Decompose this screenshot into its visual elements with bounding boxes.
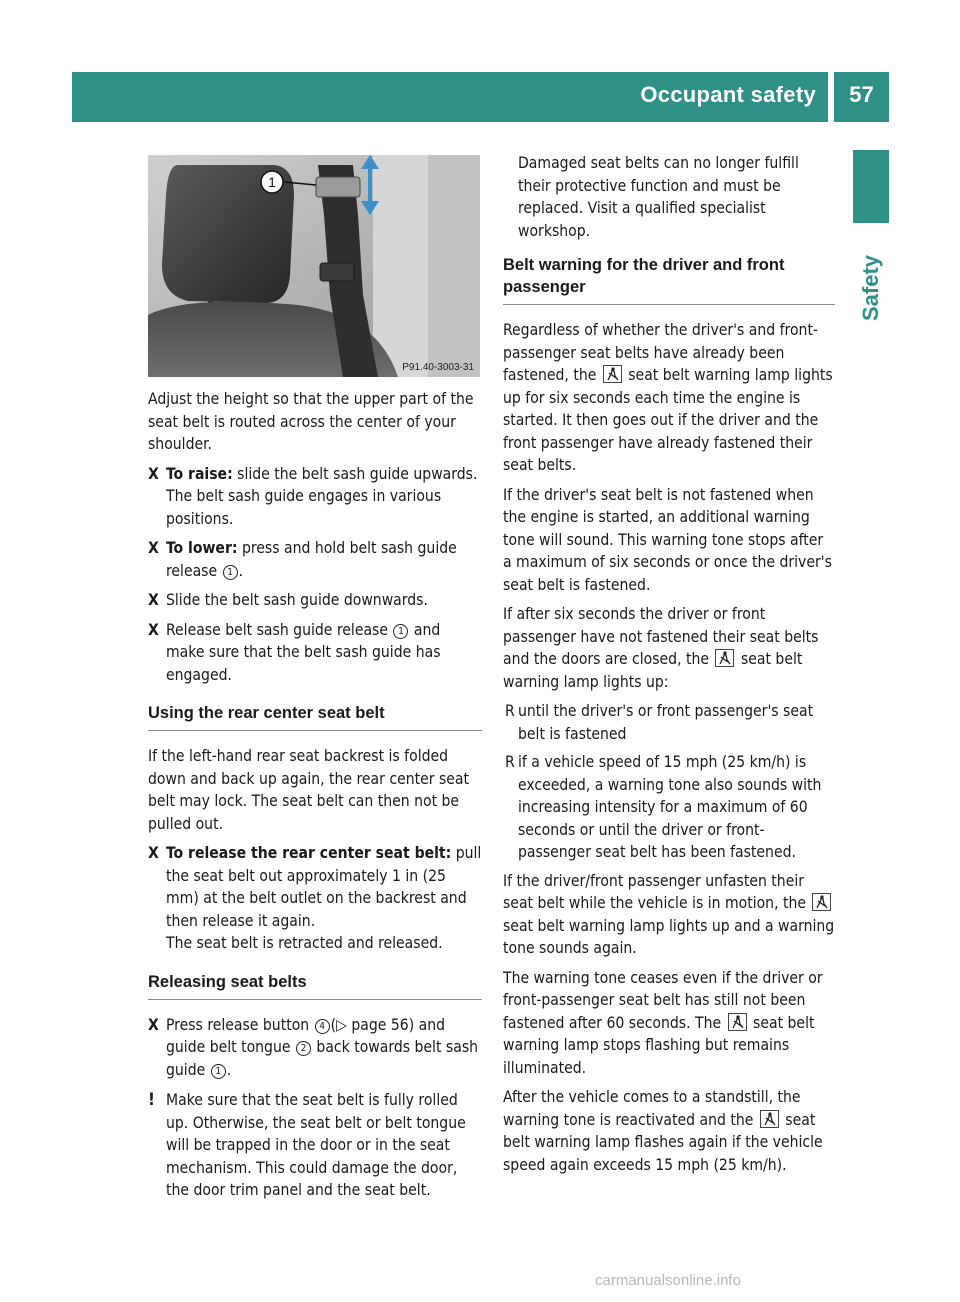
rear-step-text: pull the seat belt out approximately 1 in (25 mm) at the belt outlet on the backrest and then release it again. xyxy=(166,844,482,930)
caution-note xyxy=(148,1089,482,1202)
warning-paragraph-4 xyxy=(503,870,835,960)
step-raise-text: slide the belt sash guide upwards. The belt sash guide engages in various positions. xyxy=(166,464,478,528)
p4-text-b: seat belt warning lamp lights up and a warning tone sounds again. xyxy=(503,916,835,957)
header-title-box xyxy=(72,72,828,122)
press-text-b: back towards belt sash guide xyxy=(166,1038,479,1079)
warning-paragraph-6 xyxy=(503,1086,835,1176)
watermark: carmanualsonline.info xyxy=(595,1272,741,1289)
ref-1-icon: 1 xyxy=(211,1064,226,1079)
bullet-2-text: if a vehicle speed of 15 mph (25 km/h) is exceeded, a warning tone also sounds with increasing intensity for a maximum of 60 seconds or until the driver or front-passenger seat belt has been fastened. xyxy=(518,753,822,861)
figure-code: P91.40-3003-31 xyxy=(402,362,474,373)
warning-paragraph-1 xyxy=(503,319,835,477)
p3-text-b: seat belt warning lamp lights up: xyxy=(503,650,803,691)
step-raise xyxy=(148,463,482,531)
press-page-reference[interactable]: (▷ page 56) and guide belt tongue xyxy=(166,1015,446,1056)
rear-paragraph: If the left-hand rear seat backrest is folded down and back up again, the rear center seat belt may lock. The seat belt can then not be pulled out. xyxy=(148,747,469,833)
seat-belt-illustration xyxy=(148,155,480,377)
step-rear-release xyxy=(148,842,482,955)
seat-belt-warning-icon xyxy=(603,365,622,383)
step-lower xyxy=(148,537,482,582)
p1-text-a: Regardless of whether the driver's and front-passenger seat belts have already been fastened, the xyxy=(503,321,819,384)
p6-text-a: After the vehicle comes to a standstill, the warning tone is reactivated and the xyxy=(503,1088,801,1129)
step-arrow-icon: X xyxy=(148,1015,159,1034)
section-tab xyxy=(848,233,894,343)
warning-paragraph-3 xyxy=(503,603,835,693)
press-end: . xyxy=(226,1060,232,1079)
section-tab-label: Safety xyxy=(858,254,883,322)
step-arrow-icon: X xyxy=(148,844,159,862)
rear-step-result: The seat belt is retracted and released. xyxy=(166,934,443,952)
caution-text: Make sure that the seat belt is fully rolled up. Otherwise, the seat belt or belt tongue will be trapped in the door or in the seat mechanism. This could damage the door, the door trim panel and the seat belt. xyxy=(166,1091,466,1199)
belt-sash-guide-figure xyxy=(148,155,480,377)
ref-1-icon: 1 xyxy=(393,624,408,639)
press-text-a: Press release button xyxy=(166,1015,314,1034)
caution-icon: ! xyxy=(148,1090,155,1110)
seat-belt-warning-icon xyxy=(715,649,734,667)
p1-text-b: seat belt warning lamp lights up for six seconds each time the engine is started. It then goes out if the driver and the front passenger have already fastened their seat belts. xyxy=(503,366,833,474)
page-header xyxy=(72,72,960,122)
step-slide xyxy=(148,589,482,612)
seat-belt-warning-icon xyxy=(760,1110,779,1128)
ref-4-icon: 4 xyxy=(315,1019,330,1034)
p3-text-a: If after six seconds the driver or front passenger have not fastened their seat belts and the doors are closed, the xyxy=(503,605,819,668)
step-slide-text: Slide the belt sash guide downwards. xyxy=(166,591,428,609)
bullet-item xyxy=(503,700,835,745)
bullet-icon: R xyxy=(505,753,515,771)
p4-text-a: If the driver/front passenger unfasten their seat belt while the vehicle is in motion, the xyxy=(503,871,811,912)
bullet-item xyxy=(503,751,835,864)
section-tab-marker xyxy=(853,150,889,223)
step-lower-end: . xyxy=(238,561,244,580)
rear-step-lead: To release the rear center seat belt: xyxy=(166,844,452,862)
bullet-1-text: until the driver's or front passenger's seat belt is fastened xyxy=(518,702,814,743)
callout-number: 1 xyxy=(268,174,276,190)
ref-2-icon: 2 xyxy=(296,1041,311,1056)
right-column xyxy=(503,152,835,1183)
heading-releasing-belts: Releasing seat belts xyxy=(148,971,482,1000)
p5-text-b: seat belt warning lamp stops flashing but remains illuminated. xyxy=(503,1013,815,1077)
step-release-text-b: and make sure that the belt sash guide has engaged. xyxy=(166,620,441,684)
seat-belt-warning-icon xyxy=(728,1013,747,1031)
step-arrow-icon: X xyxy=(148,620,159,639)
step-press-release xyxy=(148,1014,482,1082)
step-arrow-icon: X xyxy=(148,464,159,483)
damaged-belts-paragraph: Damaged seat belts can no longer fulfill their protective function and must be replaced. Visit a qualified specialist workshop. xyxy=(518,154,799,240)
intro-paragraph: Adjust the height so that the upper part of the seat belt is routed across the center of your shoulder. xyxy=(148,390,474,453)
step-lower-lead: To lower: xyxy=(166,539,238,557)
step-arrow-icon: X xyxy=(148,539,159,557)
seat-belt-warning-icon xyxy=(812,893,831,911)
bullet-icon: R xyxy=(505,702,515,720)
step-arrow-icon: X xyxy=(148,591,159,609)
warning-paragraph-5 xyxy=(503,967,835,1080)
heading-belt-warning: Belt warning for the driver and front passenger xyxy=(503,254,835,305)
step-lower-text: press and hold belt sash guide release xyxy=(166,539,457,580)
step-release xyxy=(148,619,482,687)
p5-text-a: The warning tone ceases even if the driver or front-passenger seat belt has still not been fastened after 60 seconds. The xyxy=(503,968,823,1032)
left-column xyxy=(148,388,482,1202)
step-release-text-a: Release belt sash guide release xyxy=(166,620,393,639)
step-raise-lead: To raise: xyxy=(166,464,233,483)
header-page-box xyxy=(834,72,889,122)
page-number: 57 xyxy=(849,82,874,107)
heading-rear-center-belt: Using the rear center seat belt xyxy=(148,702,482,731)
p6-text-b: seat belt warning lamp flashes again if the vehicle speed again exceeds 15 mph (25 km/h). xyxy=(503,1110,823,1174)
chapter-title: Occupant safety xyxy=(640,82,816,107)
warning-paragraph-2: If the driver's seat belt is not fastened when the engine is started, an additional warning tone will sound. This warning tone stops after a maximum of six seconds or once the driver's seat belt is fastened. xyxy=(503,485,832,594)
ref-1-icon: 1 xyxy=(223,565,238,580)
